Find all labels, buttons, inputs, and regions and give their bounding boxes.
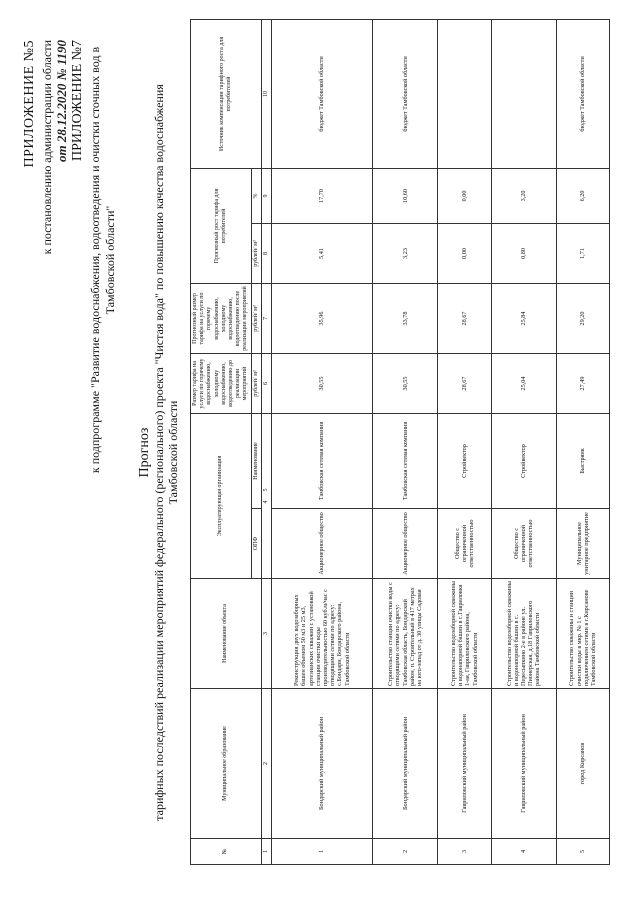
cell-growth-pct: 0,00: [438, 168, 491, 223]
header-municipality: Муниципальное образование: [191, 689, 262, 839]
col-number: 8: [261, 223, 271, 283]
col-number: 3: [261, 579, 271, 689]
table-row: [373, 19, 438, 864]
cell-growth-pct: 17,70: [271, 168, 372, 223]
cell-no: 5: [556, 839, 609, 865]
cell-object: Строительство скважины и станции очистки воды в мкр. № 1 с подключением сетями в г.Кирсанове Тамбовской области: [556, 579, 609, 689]
cell-tariff-current: 25,04: [491, 353, 556, 413]
cell-source: бюджет Тамбовской области: [271, 19, 372, 168]
cell-growth-rub: 3,23: [373, 223, 438, 283]
table-row: [438, 19, 491, 864]
forecast-table: [190, 19, 610, 865]
cell-municipality: Бондарский муниципальный район: [373, 689, 438, 839]
cell-opf: Акционерное общество: [373, 509, 438, 579]
cell-opf: Общество с ограниченной ответственностью: [438, 509, 491, 579]
cell-growth-rub: 0,80: [491, 223, 556, 283]
cell-object: Строительство водозаборной скважины и водонапорной башни в с.Гавриловка 1-ая, Гавриловского района, Тамбовской области: [438, 579, 491, 689]
col-number: 9: [261, 168, 271, 223]
table-row: [491, 19, 556, 864]
cell-tariff-current: 30,55: [373, 353, 438, 413]
cell-growth-pct: 10,60: [373, 168, 438, 223]
header-name: Наименование: [251, 413, 261, 508]
unit-growth-pct: %: [251, 168, 261, 223]
cell-municipality: город Кирсанов: [556, 689, 609, 839]
cell-name: Стройвектор: [438, 413, 491, 508]
cell-name: Тамбовская сетевая компания: [373, 413, 438, 508]
col-number: 7: [261, 283, 271, 353]
cell-object: Реконструкция двух водозаборных башен объемом 50 м3 и 25 м3, артезианских скважин с установкой станции очистки воды производительностью 60 куб.м/час с отводящими сетями по адресу: с.Бондари, Бондарского района, Тамбовской области: [271, 579, 372, 689]
cell-tariff-current: 30,55: [271, 353, 372, 413]
header-object: Наименование объекта: [191, 579, 262, 689]
cell-growth-rub: 5,41: [271, 223, 372, 283]
cell-tariff-forecast: 29,20: [556, 283, 609, 353]
appendix-5-heading: ПРИЛОЖЕНИЕ №5: [22, 40, 37, 168]
cell-tariff-forecast: 25,84: [491, 283, 556, 353]
cell-growth-rub: 1,71: [556, 223, 609, 283]
decree-date: от 28.12.2020 № 1190: [54, 40, 69, 163]
col-number: 6: [261, 353, 271, 413]
col-number-5: 5: [262, 488, 269, 492]
title-line-3: Тамбовской области: [166, 400, 180, 505]
cell-opf: Муниципальное унитарное предприятие: [556, 509, 609, 579]
header-no: №: [191, 839, 262, 865]
cell-name: Тамбовская сетевая компания: [271, 413, 372, 508]
header-source: Источник компенсации тарифного роста для потребителей: [191, 19, 262, 168]
cell-object: Строительство станции очистки воды с отводящими сетями по адресу: Тамбовская область, Бондарский район, п. Строительный в 417 метрах на юго-запад от д. 30 улицы Садовая: [373, 579, 438, 689]
column-numbers-row: [261, 19, 271, 864]
col-number: 2: [261, 689, 271, 839]
cell-no: 4: [491, 839, 556, 865]
cell-no: 3: [438, 839, 491, 865]
cell-municipality: Гавриловский муниципальный район: [438, 689, 491, 839]
cell-name: Быстрянк: [556, 413, 609, 508]
header-tariff-forecast: Прогнозный размер тарифа на услуги по горячему водоснабжению, холодному водоснабжению, водоотведению после реализации мероприятий: [191, 283, 252, 353]
header-opf: ОПФ: [251, 509, 261, 579]
header-tariff-current: Размер тарифа на услуги по горячему водоснабжению, холодному водоснабжению, водоотведению до реализации мероприятий: [191, 353, 252, 413]
cell-tariff-current: 28,67: [438, 353, 491, 413]
cell-no: 2: [373, 839, 438, 865]
cell-municipality: Бондарский муниципальный район: [271, 689, 372, 839]
cell-source: [438, 19, 491, 168]
cell-source: бюджет Тамбовской области: [556, 19, 609, 168]
cell-growth-pct: 6,20: [556, 168, 609, 223]
cell-tariff-forecast: 35,96: [271, 283, 372, 353]
header-growth: Прогнозный рост тарифа для потребителей: [191, 168, 252, 283]
document-title: [138, 0, 180, 905]
cell-source: бюджет Тамбовской области: [373, 19, 438, 168]
subprogram-line: к подпрограмме "Развитие водоснабжения, водоотведения и очистки сточных вод в Тамбовской области": [88, 46, 117, 474]
decree-line: к постановлению администрации области: [40, 40, 54, 255]
cell-municipality: Гавриловский муниципальный район: [491, 689, 556, 839]
cell-growth-pct: 3,20: [491, 168, 556, 223]
cell-growth-rub: 0,00: [438, 223, 491, 283]
unit-current: рублей/ м³: [251, 353, 261, 413]
title-line-1: Прогноз: [137, 427, 152, 478]
cell-no: 1: [271, 839, 372, 865]
header-operator: Эксплуатирующая организация: [191, 413, 252, 578]
title-line-2: тарифных последствий реализации мероприятий федерального (регионального) проекта "Чистая вода" по повышению качества водоснабжения: [152, 84, 166, 821]
unit-growth-rub: рублей/ м³: [251, 223, 261, 283]
cell-opf: Акционерное общество: [271, 509, 372, 579]
col-number: [261, 413, 271, 578]
cell-tariff-current: 27,49: [556, 353, 609, 413]
cell-name: Стройвектор: [491, 413, 556, 508]
cell-object: Строительство водозаборной скважины и водонапорной башни в с. Пересыпкино 2-е в районе ул. Пионерская, д.18 Гавриловского района Тамбовской области: [491, 579, 556, 689]
appendix-7-heading: ПРИЛОЖЕНИЕ №7: [70, 40, 85, 161]
unit-forecast: рублей/ м³: [251, 283, 261, 353]
cell-tariff-forecast: 28,67: [438, 283, 491, 353]
cell-source: [491, 19, 556, 168]
col-number-4: 4: [262, 500, 269, 504]
table-row: [556, 19, 609, 864]
cell-opf: Общество с ограниченной ответственностью: [491, 509, 556, 579]
table-row: [271, 19, 372, 864]
cell-tariff-forecast: 33,78: [373, 283, 438, 353]
col-number: 1: [261, 839, 271, 865]
col-number: 10: [261, 19, 271, 168]
